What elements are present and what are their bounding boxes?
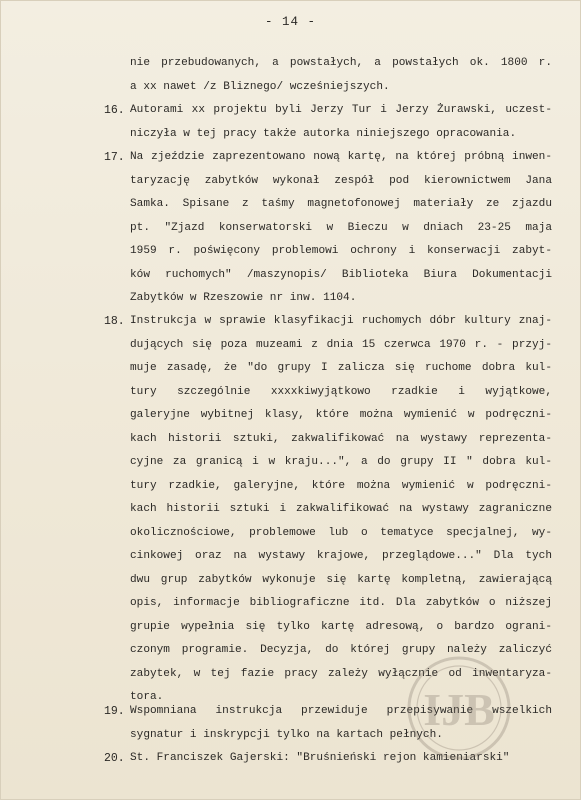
text-line: ków ruchomych" /maszynopis/ Biblioteka Biura Dokumentacji — [130, 268, 552, 281]
text-line: tora. — [130, 691, 164, 703]
text-line: kach historii sztuki, zakwalifikować na wystawy reprezenta- — [130, 432, 552, 445]
text-line: tury rzadkie, galeryjne, które można wymienić w podręczni- — [130, 479, 552, 492]
text-line: czonym programie. Decyzja, do której grupy należy zaliczyć — [130, 644, 552, 656]
library-stamp — [404, 653, 514, 763]
footnote-number: 17. — [104, 151, 125, 164]
text-line: zabytek, w tej fazie pracy zależy wyłącznie od inwentaryza- — [130, 667, 552, 680]
text-line: 1959 r. poświęcony problemowi ochrony i konserwacji zabyt- — [130, 245, 552, 257]
text-line: Autorami xx projektu byli Jerzy Tur i Jerzy Żurawski, uczest- — [130, 104, 552, 116]
stamp-monogram: IJB — [423, 684, 495, 735]
text-line: okolicznościowe, problemowe lub o tematyce specjalnej, wy- — [130, 526, 552, 539]
text-line: dujących się poza muzeami z dnia 15 czerwca 1970 r. - przyj- — [130, 338, 552, 351]
text-line: galeryjne wybitnej klasy, które można wymienić w podręczni- — [130, 409, 552, 421]
text-line: opis, informacje bibliograficzne itd. Dla zabytków o niższej — [130, 597, 552, 609]
continuation-text — [130, 52, 552, 99]
footnote-18 — [104, 310, 552, 710]
footnote-number: 19. — [104, 705, 125, 718]
text-line: muje zasadę, że "do grupy I zalicza się ruchome dobra kul- — [130, 362, 552, 374]
text-line: St. Franciszek Gajerski: "Bruśnieński rejon kamieniarski" — [130, 752, 510, 764]
text-line: a xx nawet /z Bliznego/ wcześniejszych. — [130, 80, 390, 93]
text-line: cinkowej oraz na wystawy krajowe, przeglądowe..." Dla tych — [130, 550, 552, 562]
footnote-number: 18. — [104, 315, 125, 328]
text-line: niczyła w tej pracy także autorka niniejszego opracowania. — [130, 127, 517, 140]
text-line: pt. "Zjazd konserwatorski w Bieczu w dniach 23-25 maja — [130, 221, 552, 234]
text-line: cyjne za granicą i w kraju...", a do grupy II " dobra kul- — [130, 456, 552, 468]
text-line: Na zjeździe zaprezentowano nową kartę, na której próbną inwen- — [130, 151, 552, 163]
text-line: kach historii sztuki i zakwalifikować na wystawy zagraniczne — [130, 503, 552, 515]
text-line: dwu grup zabytków wykonuje się kartę kompletną, zawierającą — [130, 573, 552, 586]
text-line: nie przebudowanych, a powstałych, a powstałych ok. 1800 r. — [130, 57, 552, 69]
footnote-number: 16. — [104, 104, 125, 117]
text-line: sygnatur i inskrypcji tylko na kartach pełnych. — [130, 728, 443, 741]
text-line: grupie wypełnia się tylko kartę adresową, o bardzo ograni- — [130, 620, 552, 633]
footnote-16 — [104, 99, 552, 146]
footnote-17 — [104, 146, 552, 311]
footnote-number: 20. — [104, 752, 125, 765]
text-line: tury szczególnie xxxxkiwyjątkowo rzadkie i wyjątkowe, — [130, 385, 552, 398]
text-line: Wspomniana instrukcja przewiduje przepisywanie wszelkich — [130, 705, 552, 717]
text-line: taryzację zabytków wykonał zespół pod kierownictwem Jana — [130, 174, 552, 187]
text-line: Samka. Spisane z taśmy magnetofonowej materiały ze zjazdu — [130, 198, 552, 210]
page-number: - 14 - — [264, 15, 316, 29]
text-line: Instrukcja w sprawie klasyfikacji ruchomych dóbr kultury znaj- — [130, 315, 552, 327]
text-line: Zabytków w Rzeszowie nr inw. 1104. — [130, 292, 357, 304]
